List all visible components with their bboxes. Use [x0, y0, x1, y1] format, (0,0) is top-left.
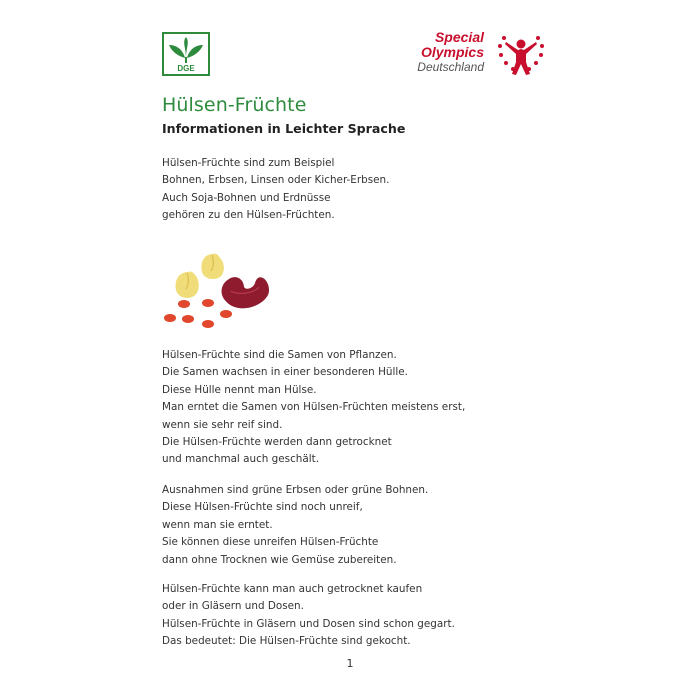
text-line: wenn man sie erntet. — [162, 518, 273, 531]
lentils — [164, 299, 232, 328]
page-number: 1 — [346, 657, 354, 670]
text-line: Auch Soja-Bohnen und Erdnüsse — [162, 191, 331, 204]
text-line: Die Hülsen-Früchte werden dann getrocknet — [162, 436, 392, 449]
chickpea-icon — [201, 254, 223, 280]
so-logo-line-1: Special — [434, 29, 484, 45]
text-line: Diese Hülle nennt man Hülse. — [162, 383, 317, 396]
chickpea-icon — [176, 271, 199, 298]
text-line: Hülsen-Früchte kann man auch getrocknet kaufen — [162, 583, 423, 595]
text-line: wenn sie sehr reif sind. — [162, 418, 283, 431]
dge-logo-text: DGE — [177, 64, 195, 73]
text-line: Ausnahmen sind grüne Erbsen oder grüne Bohnen. — [162, 484, 429, 496]
lentil-icon — [182, 315, 194, 323]
lentil-icon — [164, 314, 176, 322]
text-line: Diese Hülsen-Früchte sind noch unreif, — [162, 501, 363, 514]
paragraph-4 — [162, 581, 455, 651]
text-line: Das bedeutet: Die Hülsen-Früchte sind gekocht. — [162, 635, 411, 648]
kidney-bean-icon — [218, 267, 274, 315]
paragraph-2 — [162, 347, 465, 469]
text-line: Man erntet die Samen von Hülsen-Früchten meistens erst, — [162, 401, 466, 414]
legumes-illustration — [158, 246, 278, 330]
so-logo-line-3: Deutschland — [417, 60, 484, 74]
text-line: dann ohne Trocknen wie Gemüse zubereiten. — [162, 553, 397, 566]
page-subtitle: Informationen in Leichter Sprache — [162, 121, 406, 136]
special-olympics-figure-icon — [492, 28, 550, 80]
so-logo-line-2: Olympics — [420, 44, 484, 60]
lentil-icon — [202, 299, 214, 307]
paragraph-3 — [162, 482, 428, 569]
special-olympics-wordmark — [417, 30, 484, 74]
text-line: Die Samen wachsen in einer besonderen Hülle. — [162, 366, 408, 379]
text-line: Sie können diese unreifen Hülsen-Früchte — [162, 536, 379, 549]
text-line: Bohnen, Erbsen, Linsen oder Kicher-Erbsen. — [162, 174, 390, 187]
text-line: Hülsen-Früchte in Gläsern und Dosen sind schon gegart. — [162, 617, 455, 630]
special-olympics-logo — [400, 28, 550, 80]
text-line: Hülsen-Früchte sind die Samen von Pflanzen. — [162, 349, 397, 361]
paragraph-1 — [162, 155, 389, 225]
lentil-icon — [220, 310, 232, 318]
text-line: gehören zu den Hülsen-Früchten. — [162, 209, 335, 222]
text-line: und manchmal auch geschält. — [162, 453, 320, 466]
dge-leaf-icon — [164, 34, 208, 74]
page-title: Hülsen-Früchte — [162, 94, 307, 116]
dge-logo — [162, 32, 210, 76]
text-line: Hülsen-Früchte sind zum Beispiel — [162, 157, 335, 169]
lentil-icon — [178, 300, 190, 308]
text-line: oder in Gläsern und Dosen. — [162, 600, 304, 613]
lentil-icon — [202, 320, 214, 328]
